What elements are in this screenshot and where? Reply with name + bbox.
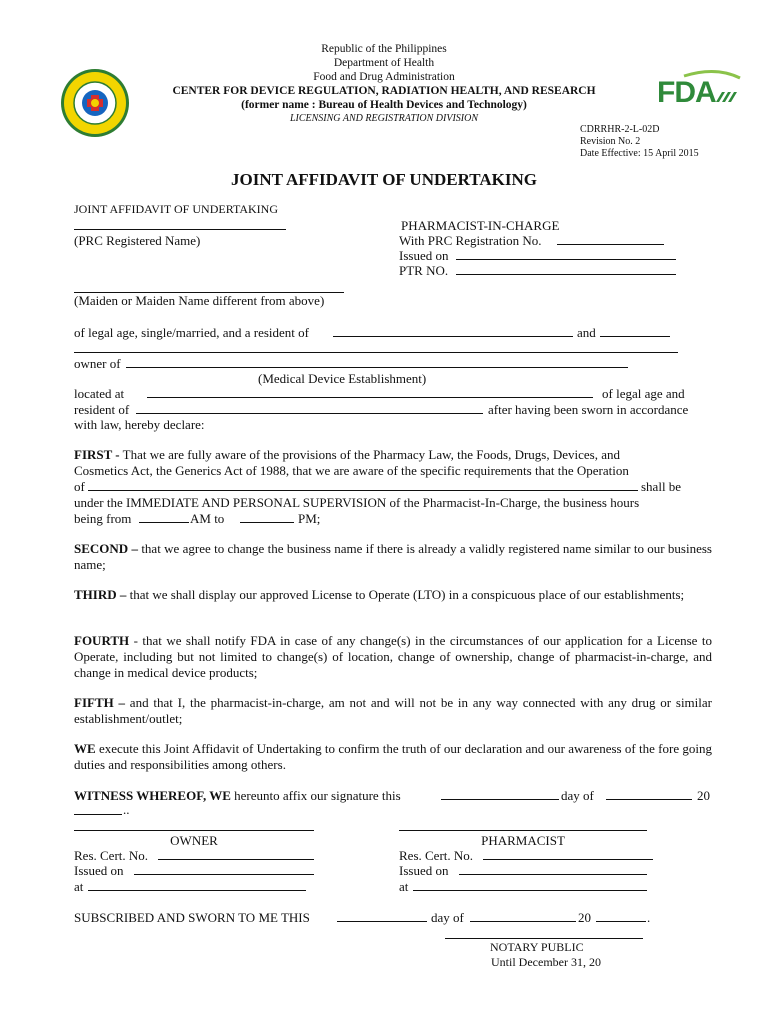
pharmacist-issued-on-label: Issued on xyxy=(399,863,449,878)
sworn-text: after having been sworn in accordance xyxy=(488,402,689,417)
doc-code: CDRRHR-2-L-02D xyxy=(580,124,660,135)
mde-caption: (Medical Device Establishment) xyxy=(258,371,427,386)
prc-registration-field[interactable] xyxy=(557,233,664,245)
resident-of-text: resident of xyxy=(74,402,130,417)
header-center: CENTER FOR DEVICE REGULATION, RADIATION HEALTH, AND RESEARCH xyxy=(172,85,596,97)
signature-month-field[interactable] xyxy=(606,788,692,800)
doc-revision: Revision No. 2 xyxy=(580,136,641,147)
first-clause-line1: FIRST - That we are fully aware of the provisions of the Pharmacy Law, the Foods, Drugs, Devices, and xyxy=(74,447,621,462)
issued-on-field[interactable] xyxy=(456,248,676,260)
owner-signature-line[interactable] xyxy=(74,819,314,831)
pharmacist-res-cert-label: Res. Cert. No. xyxy=(399,848,474,863)
pharmacist-signature-line[interactable] xyxy=(399,819,647,831)
of-legal-age-text: of legal age and xyxy=(602,386,685,401)
co-owner-field[interactable] xyxy=(600,325,670,337)
issued-on-label: Issued on xyxy=(399,248,449,263)
prc-registration-label: With PRC Registration No. xyxy=(399,233,542,248)
header-division: LICENSING AND REGISTRATION DIVISION xyxy=(289,113,479,124)
notary-year-text: 20 xyxy=(578,910,591,925)
ptr-no-label: PTR NO. xyxy=(399,263,449,278)
declare-text: with law, hereby declare: xyxy=(74,417,205,432)
subscribed-sworn-text: SUBSCRIBED AND SWORN TO ME THIS xyxy=(74,910,310,925)
notary-until-label: Until December 31, 20 xyxy=(491,955,601,969)
header-fda: Food and Drug Administration xyxy=(313,71,455,83)
third-clause: THIRD – that we shall display our approved License to Operate (LTO) in a conspicuous place of our establishments; xyxy=(74,587,685,602)
witness-dots: .. xyxy=(123,802,130,817)
owner-at-field[interactable] xyxy=(88,879,306,891)
pharmacist-in-charge-label: PHARMACIST-IN-CHARGE xyxy=(401,218,560,233)
notary-signature-line[interactable] xyxy=(445,927,643,939)
owner-issued-on-field[interactable] xyxy=(134,863,314,875)
first-clause-line4: under the IMMEDIATE AND PERSONAL SUPERVISION of the Pharmacist-In-Charge, the business hours xyxy=(74,495,640,510)
document-title: JOINT AFFIDAVIT OF UNDERTAKING xyxy=(231,170,537,189)
prc-name-line[interactable] xyxy=(74,218,286,230)
hours-to-field[interactable] xyxy=(240,511,294,523)
owner-label: OWNER xyxy=(170,833,218,848)
maiden-name-caption: (Maiden or Maiden Name different from above) xyxy=(74,293,325,308)
shall-be-text: shall be xyxy=(641,479,682,494)
resident-field[interactable] xyxy=(333,325,573,337)
fda-logo xyxy=(656,68,742,108)
and-text: and xyxy=(577,325,596,340)
fourth-clause: FOURTH - that we shall notify FDA in case of any change(s) in the circumstances of our application for a License to Operate, including but not limited to change(s) of location, change of ownership, change of pharmacist-in-charge, and change in medical device products; xyxy=(74,633,712,680)
notary-public-label: NOTARY PUBLIC xyxy=(490,940,584,954)
establishment-field[interactable] xyxy=(126,356,628,368)
witness-text: WITNESS WHEREOF, WE hereunto affix our signature this xyxy=(74,788,401,803)
owner-res-cert-field[interactable] xyxy=(158,848,314,860)
ptr-no-field[interactable] xyxy=(456,263,676,275)
signature-year-field[interactable] xyxy=(74,803,122,815)
am-to-text: AM to xyxy=(190,511,225,526)
owner-res-cert-label: Res. Cert. No. xyxy=(74,848,149,863)
location-field[interactable] xyxy=(147,386,593,398)
pharmacist-residence-field[interactable] xyxy=(136,402,483,414)
owner-issued-on-label: Issued on xyxy=(74,863,124,878)
second-clause: SECOND – that we agree to change the business name if there is already a validly registered name similar to our business name; xyxy=(74,541,712,572)
owner-of-text: owner of xyxy=(74,356,121,371)
located-at-text: located at xyxy=(74,386,125,401)
being-from-text: being from xyxy=(74,511,132,526)
pharmacist-at-field[interactable] xyxy=(413,879,647,891)
signature-day-field[interactable] xyxy=(441,788,559,800)
witness-day-of-text: day of xyxy=(561,788,594,803)
notary-day-field[interactable] xyxy=(337,910,427,922)
header-department: Department of Health xyxy=(333,57,435,69)
first-clause-line2: Cosmetics Act, the Generics Act of 1988, that we are aware of the specific requirements that the Operation xyxy=(74,463,629,478)
maiden-name-line[interactable] xyxy=(74,281,344,293)
we-clause: WE execute this Joint Affidavit of Undertaking to confirm the truth of our declaration and our awareness of the fore going duties and responsibilities among others. xyxy=(74,741,712,772)
operation-field[interactable] xyxy=(88,479,638,491)
legal-age-text: of legal age, single/married, and a resident of xyxy=(74,325,309,340)
prc-name-caption: (PRC Registered Name) xyxy=(74,233,201,248)
witness-year-text: 20 xyxy=(697,788,710,803)
doc-effective-date: Date Effective: 15 April 2015 xyxy=(580,148,699,159)
header-former-name: (former name : Bureau of Health Devices and Technology) xyxy=(241,99,527,111)
doh-seal-logo xyxy=(60,68,130,138)
notary-day-of-text: day of xyxy=(431,910,464,925)
pharmacist-issued-on-field[interactable] xyxy=(459,863,647,875)
pharmacist-res-cert-field[interactable] xyxy=(483,848,653,860)
co-owner-line[interactable] xyxy=(74,341,678,353)
pm-text: PM; xyxy=(298,511,321,526)
pharmacist-label: PHARMACIST xyxy=(481,833,565,848)
pharmacist-at-label: at xyxy=(399,879,409,894)
svg-text:FDA: FDA xyxy=(657,76,716,108)
header-republic: Republic of the Philippines xyxy=(321,43,447,55)
first-of-text: of xyxy=(74,479,85,494)
notary-year-field[interactable] xyxy=(596,910,646,922)
top-label: JOINT AFFIDAVIT OF UNDERTAKING xyxy=(74,202,278,216)
fifth-clause: FIFTH – and that I, the pharmacist-in-charge, am not and will not be in any way connected with any drug or similar establishment/outlet; xyxy=(74,695,712,726)
notary-period: . xyxy=(647,910,651,925)
hours-from-field[interactable] xyxy=(139,511,189,523)
notary-month-field[interactable] xyxy=(470,910,576,922)
owner-at-label: at xyxy=(74,879,84,894)
